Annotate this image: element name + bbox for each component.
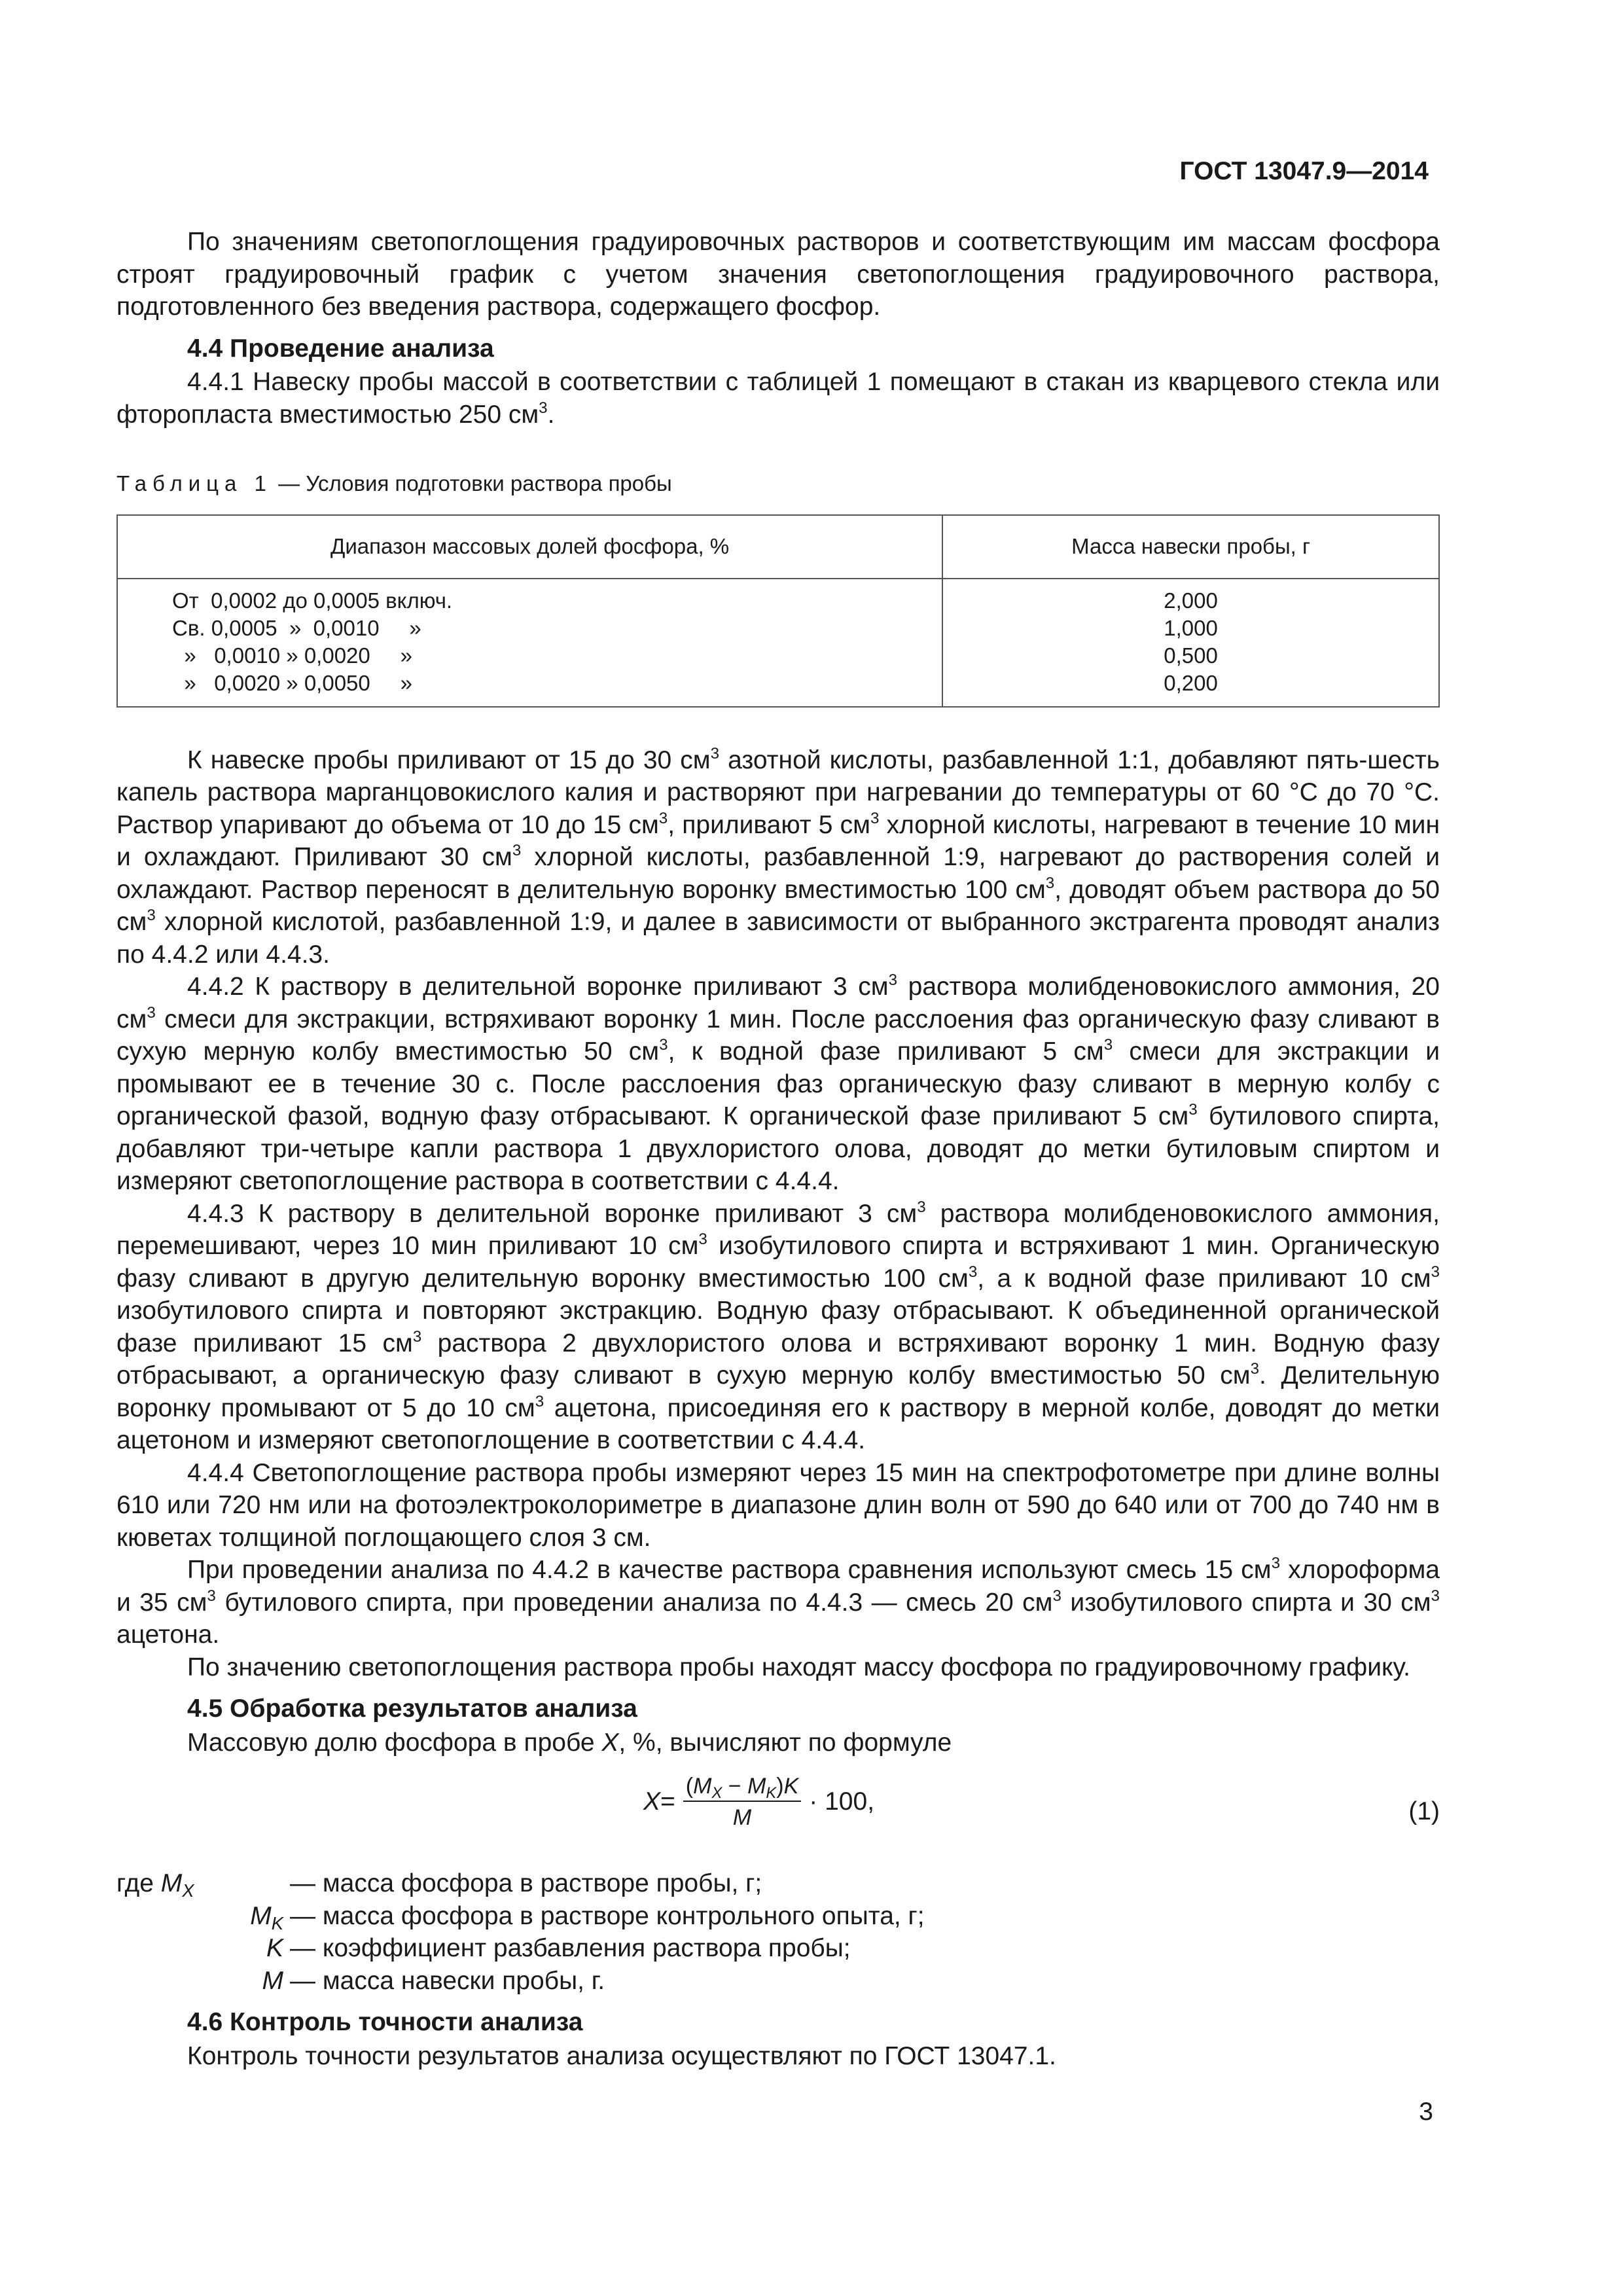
formula-expression: X = $\frac{(M_X - M_K)K}{M}$ · 100, (643, 1774, 875, 1830)
paragraph-4-4-2: 4.4.2 К раствору в делительной воронке приливают 3 $см^3$ раствора молибденовокислого аммония, 20 $см^3$ смеси для экстракции, встряхивают воронку 1 мин. После расслоения фаз органическую фазу сливают в сухую мерную колбу вместимостью 50 $см^3$, к водной фазе приливают 5 $см^3$ смеси для экстракции и промывают ее в течение 30 с. После расслоения фаз органическую фазу сливают в мерную колбу с органической фазой, водную фазу отбрасывают. К органической фазе приливают 5 $см^3$ бутилового спирта, добавляют три-четыре капли раствора 1 двухлористого олова, доводят до метки бутиловым спиртом и измеряют светопоглощение раствора в соответствии с 4.4.4. (116, 971, 1440, 1195)
table-caption: Таблица 1 — Условия подготовки раствора пробы (116, 471, 672, 495)
table-cell-masses (942, 579, 1439, 707)
formula-denominator: M (732, 1805, 752, 1830)
definition-text: — масса навески пробы, г. (290, 1966, 605, 1995)
table-1 (116, 514, 1440, 708)
page-content (116, 226, 1440, 2072)
section-4-5-title: 4.5 Обработка результатов анализа (187, 1695, 637, 1723)
paragraph-4-4-3: 4.4.3 К раствору в делительной воронке приливают 3 $см^3$ раствора молибденовокислого аммония, перемешивают, через 10 мин приливают 10 $см^3$ изобутилового спирта и встряхивают 1 мин. Органическую фазу сливают в другую делительную воронку вместимостью 100 $см^3$, а к водной фазе приливают 10 $см^3$ изобутилового спирта и повторяют экстракцию. Водную фазу отбрасывают. К объединенной органической фазе приливают 15 $см^3$ раствора 2 двухлористого олова и встряхивают воронку 1 мин. Водную фазу отбрасывают, а органическую фазу сливают в сухую мерную колбу вместимостью 50 $см^3$. Делительную воронку промывают от 5 до 10 $см^3$ ацетона, присоединяя его к раствору в мерной колбе, доводят до метки ацетоном и измеряют светопоглощение в соответствии с 4.4.4. (116, 1198, 1440, 1454)
main-procedure-paragraph: К навеске пробы приливают от 15 до 30 $см^3$ азотной кислоты, разбавленной 1:1, добавляют пять-шесть капель раствора марганцовокислого калия и растворяют при нагревании до температуры от 60 °С до 70 °С. Раствор упаривают до объема от 10 до 15 $см^3$, приливают 5 $см^3$ хлорной кислоты, нагревают в течение 10 мин и охлаждают. Приливают 30 $см^3$ хлорной кислоты, разбавленной 1:9, нагревают до растворения солей и охлаждают. Раствор переносят в делительную воронку вместимостью 100 $см^3$, доводят объем раствора до 50 $см^3$ хлорной кислотой, разбавленной 1:9, и далее в зависимости от выбранного экстрагента проводят анализ по 4.4.2 или 4.4.3. (116, 744, 1440, 969)
mass-value: 0,500 (1164, 643, 1218, 668)
formula-1 (116, 1763, 1440, 1861)
table-cell-ranges: От 0,0002 до 0,0005 включ. Св. 0,0005 » 0,0010 » » 0,0010 » 0,0020 » » 0,0020 » 0,0050 » (117, 579, 942, 707)
page-number: 3 (1419, 2098, 1433, 2126)
comparison-solution-paragraph: При проведении анализа по 4.4.2 в качестве раствора сравнения используют смесь 15 $см^3$ хлороформа и 35 $см^3$ бутилового спирта, при проведении анализа по 4.4.3 — смесь 20 $см^3$ изобутилового спирта и 30 $см^3$ ацетона. (116, 1554, 1440, 1649)
section-4-6-title: 4.6 Контроль точности анализа (187, 2008, 583, 2036)
mass-value: 1,000 (1164, 615, 1218, 640)
definition-symbol: где $M_X$ (116, 1869, 194, 1901)
final-paragraph: По значению светопоглощения раствора пробы находят массу фосфора по градуировочному графику. (187, 1653, 1410, 1681)
definition-symbol: M (262, 1966, 283, 1995)
section-4-6-text: Контроль точности результатов анализа осуществляют по ГОСТ 13047.1. (187, 2041, 1056, 2070)
document-header: ГОСТ 13047.9—2014 (1179, 157, 1429, 185)
table-row (117, 579, 1439, 707)
mass-value: 2,000 (1164, 588, 1218, 613)
formula-definitions (116, 1867, 1440, 1997)
section-4-4-title: 4.4 Проведение анализа (187, 334, 494, 363)
definition-symbol: $M_K$ (250, 1901, 283, 1933)
definition-text: — коэффициент разбавления раствора пробы; (290, 1934, 851, 1962)
definition-symbol: K (266, 1934, 283, 1962)
paragraph-4-4-1: 4.4.1 Навеску пробы массой в соответствии с таблицей 1 помещают в стакан из кварцевого стекла или фторопласта вместимостью 250 $см^3$. (116, 368, 1440, 429)
formula-fraction (683, 1773, 802, 1831)
intro-paragraph: По значениям светопоглощения градуировочных растворов и соответствующим им массам фосфора строят градуировочный график с учетом значения светопоглощения градуировочного раствора, подготовленного без введения раствора, содержащего фосфор. (116, 228, 1440, 321)
formula-number: (1) (1408, 1797, 1440, 1825)
paragraph-4-4-4: 4.4.4 Светопоглощение раствора пробы измеряют через 15 мин на спектрофотометре при длине волны 610 или 720 нм или на фотоэлектроколориметре в диапазоне длин волн от 590 до 640 или от 700 до 740 нм в кюветах толщиной поглощающего слоя 3 см. (116, 1458, 1440, 1552)
table-header-ranges: Диапазон массовых долей фосфора, % (117, 515, 942, 579)
mass-value: 0,200 (1164, 670, 1218, 695)
table-header-mass: Масса навески пробы, г (942, 515, 1439, 579)
definition-text: — масса фосфора в растворе пробы, г; (290, 1869, 762, 1897)
formula-numerator: $(M_X - M_K)K$ (683, 1773, 802, 1802)
definition-text: — масса фосфора в растворе контрольного опыта, г; (290, 1901, 925, 1930)
formula-intro: Массовую долю фосфора в пробе X, %, вычисляют по формуле (187, 1728, 952, 1757)
